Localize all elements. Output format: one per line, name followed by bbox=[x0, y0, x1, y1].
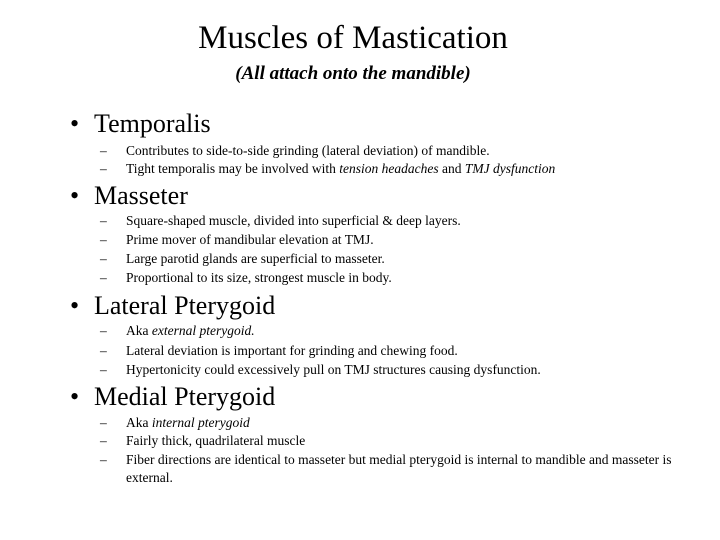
item-text: Contributes to side-to-side grinding (lateral deviation) of mandible. bbox=[126, 143, 490, 158]
slide-title: Muscles of Mastication bbox=[198, 20, 508, 56]
item-text bbox=[126, 414, 686, 432]
item-text: Proportional to its size, strongest muscle in body. bbox=[126, 270, 392, 285]
dash-glyph: – bbox=[100, 213, 107, 228]
item-text: Fiber directions are identical to masseter but medial pterygoid is internal to mandible and masseter is external. bbox=[126, 452, 672, 485]
dash-glyph: – bbox=[100, 270, 107, 285]
item-text-emphasis-1: tension headaches bbox=[339, 161, 439, 176]
dash-glyph: – bbox=[100, 251, 107, 266]
slide-subtitle: (All attach onto the mandible) bbox=[235, 63, 471, 84]
item-text-pre: Aka bbox=[126, 323, 152, 338]
heading-temporalis: Temporalis bbox=[94, 109, 211, 138]
item-text-pre: Aka bbox=[126, 415, 152, 430]
item-text: Prime mover of mandibular elevation at TMJ. bbox=[126, 232, 374, 247]
item-text: Hypertonicity could excessively pull on TMJ structures causing dysfunction. bbox=[126, 362, 541, 377]
item-text: Lateral deviation is important for grinding and chewing food. bbox=[126, 343, 458, 358]
item-text-emphasis: external pterygoid. bbox=[151, 323, 255, 338]
heading-medial-pterygoid: Medial Pterygoid bbox=[94, 382, 276, 411]
item-text-emphasis: internal pterygoid bbox=[151, 415, 250, 430]
dash-glyph: – bbox=[100, 232, 107, 247]
item-text-emphasis-2: TMJ dysfunction bbox=[464, 161, 556, 176]
item-text: Fairly thick, quadrilateral muscle bbox=[126, 433, 306, 448]
bullet-glyph: • bbox=[70, 382, 80, 411]
item-text: Square-shaped muscle, divided into superficial & deep layers. bbox=[126, 213, 461, 228]
dash-glyph: – bbox=[100, 323, 107, 338]
dash-glyph: – bbox=[100, 161, 107, 176]
dash-glyph: – bbox=[100, 452, 107, 467]
dash-glyph: – bbox=[100, 433, 107, 448]
item-text-pre: Tight temporalis may be involved with bbox=[126, 161, 340, 176]
item-text bbox=[126, 160, 686, 178]
dash-glyph: – bbox=[100, 362, 107, 377]
dash-glyph: – bbox=[100, 143, 107, 158]
bullet-glyph: • bbox=[70, 291, 80, 320]
dash-glyph: – bbox=[100, 343, 107, 358]
bullet-glyph: • bbox=[70, 109, 80, 138]
heading-lateral-pterygoid: Lateral Pterygoid bbox=[94, 291, 276, 320]
item-text bbox=[126, 322, 686, 340]
heading-masseter: Masseter bbox=[94, 181, 188, 210]
item-text-mid: and bbox=[438, 161, 465, 176]
dash-glyph: – bbox=[100, 415, 107, 430]
item-text: Large parotid glands are superficial to masseter. bbox=[126, 251, 385, 266]
bullet-glyph: • bbox=[70, 181, 80, 210]
